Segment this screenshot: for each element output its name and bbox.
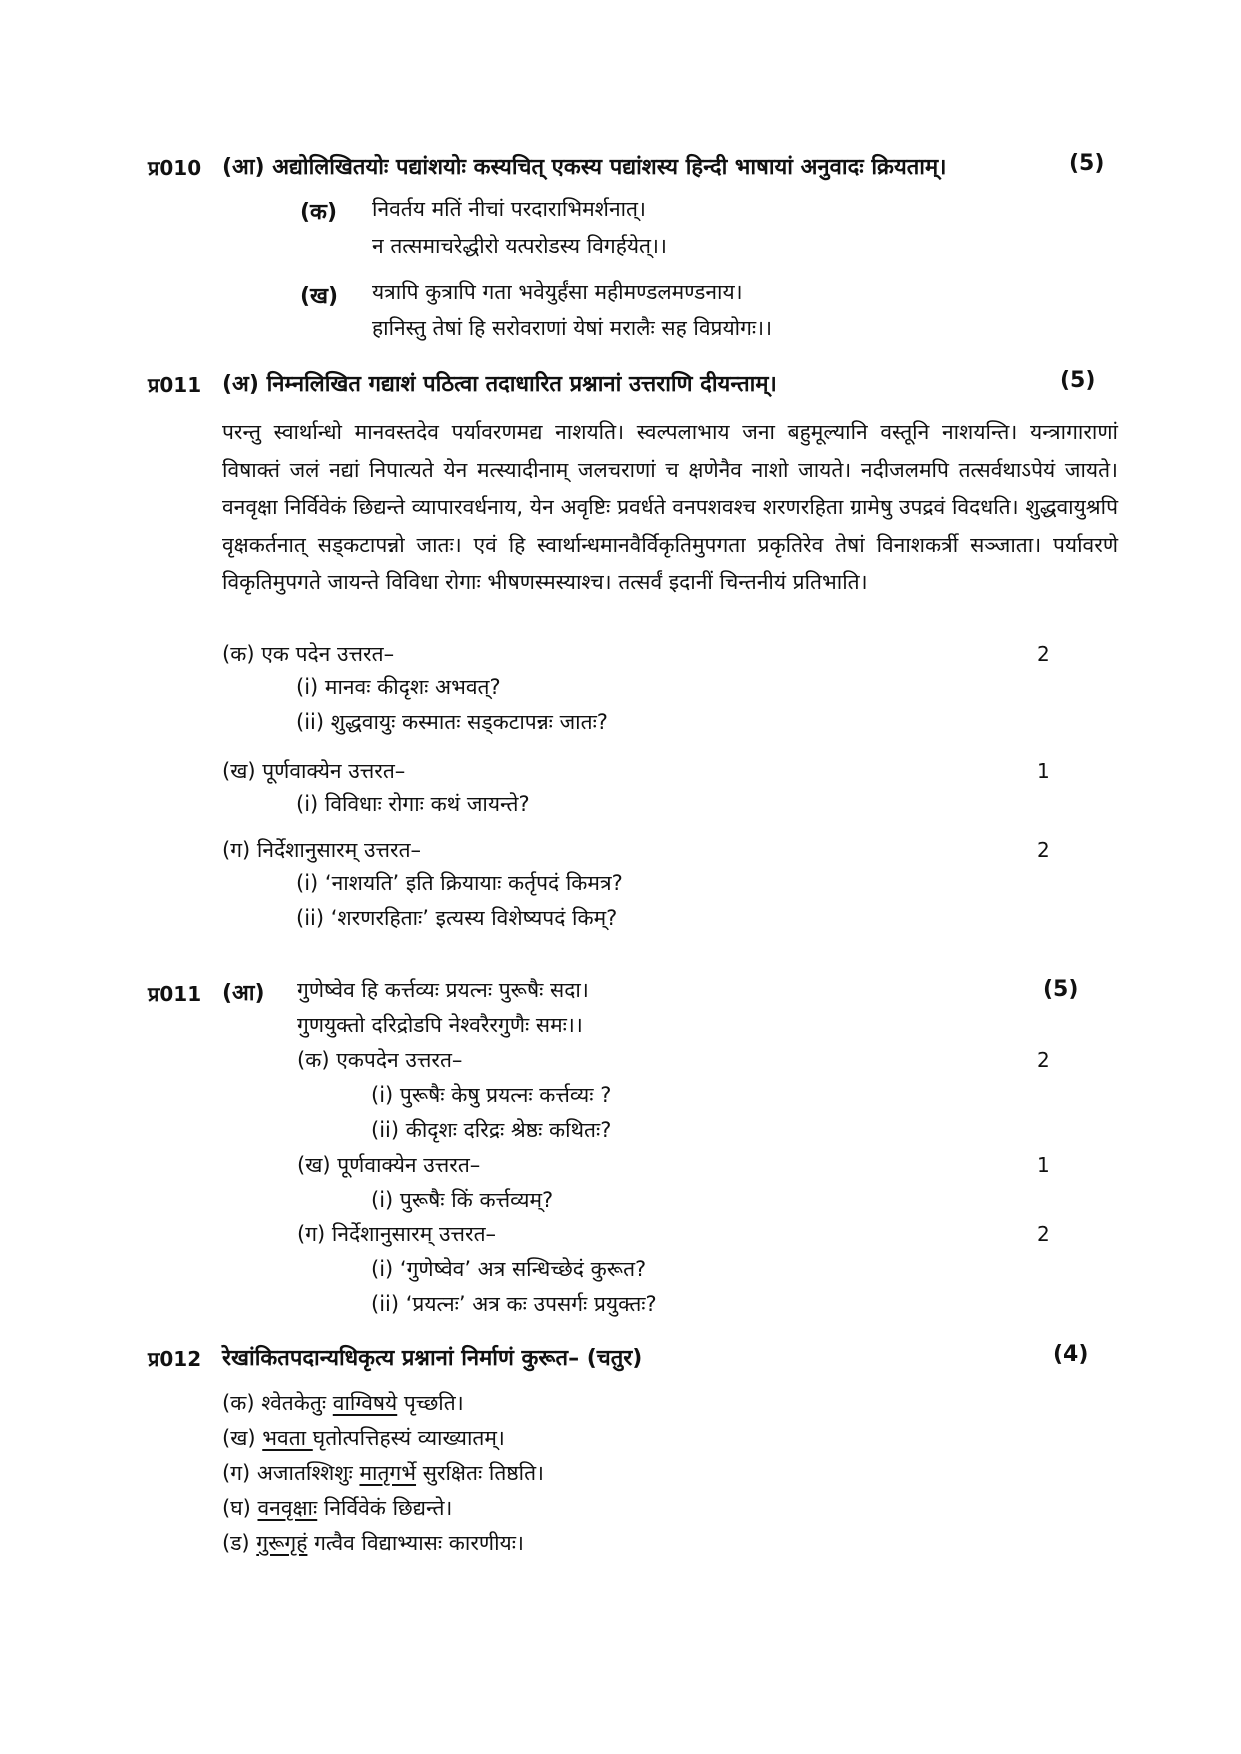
verse-line: निवर्तय मतिं नीचां परदाराभिमर्शनात्। — [372, 197, 646, 221]
subpart-marks: 2 — [1037, 838, 1050, 862]
question-heading: (आ) अद्योलिखितयोः पद्यांशयोः कस्यचित् एकस्य पद्यांशस्य हिन्दी भाषायां अनुवादः क्रियताम्। — [222, 155, 947, 180]
underlined-word: वाग्विषये — [332, 1391, 398, 1415]
question-marks: (5) — [1060, 368, 1096, 393]
subpart-title: (ग) निर्देशानुसारम् उत्तरत– — [297, 1222, 497, 1246]
verse-line: न तत्समाचरेद्धीरो यत्परोडस्य विगर्हयेत्।। — [372, 234, 667, 258]
list-item: (ख) भवता घृतोत्पत्तिहस्यं व्याख्यातम्। — [222, 1426, 505, 1450]
subpart-marks: 1 — [1037, 759, 1050, 783]
sub-question: (i) मानवः कीदृशः अभवत्? — [296, 675, 501, 699]
question-marks: (5) — [1043, 977, 1079, 1002]
underlined-word: भवता — [262, 1426, 313, 1450]
verse-label: (क) — [300, 200, 338, 225]
question-marks: (4) — [1053, 1342, 1089, 1367]
list-item: (क) श्वेतकेतुः वाग्विषये पृच्छति। — [222, 1391, 464, 1415]
list-item: (घ) वनवृक्षाः निर्विवेकं छिद्यन्ते। — [222, 1496, 453, 1520]
verse-line: हानिस्तु तेषां हि सरोवराणां येषां मरालैः सह विप्रयोगः।। — [372, 316, 773, 340]
sub-question: (i) विविधाः रोगाः कथं जायन्ते? — [296, 792, 530, 816]
verse-line: यत्रापि कुत्रापि गता भवेयुर्हंसा महीमण्डलमण्डनाय। — [372, 280, 743, 304]
subpart-title: (ग) निर्देशानुसारम् उत्तरत– — [222, 838, 422, 862]
question-number: प्र012 — [148, 1347, 202, 1371]
verse-line: गुणयुक्तो दरिद्रोडपि नेश्वरैरगुणैः समः।। — [297, 1013, 583, 1037]
verse-label: (ख) — [300, 284, 339, 309]
sub-question: (ii) कीदृशः दरिद्रः श्रेष्ठः कथितः? — [371, 1118, 612, 1142]
sub-question: (ii) ‘शरणरहिताः’ इत्यस्य विशेष्यपदं किम्? — [296, 906, 618, 930]
question-number: प्र011 — [148, 982, 202, 1006]
sub-question: (i) पुरूषैः किं कर्त्तव्यम्? — [371, 1188, 554, 1212]
underlined-word: मातृगर्भे — [359, 1461, 417, 1485]
subpart-marks: 1 — [1037, 1153, 1050, 1177]
underlined-word: गुरूगृहं — [256, 1531, 308, 1555]
verse-line: गुणेष्वेव हि कर्त्तव्यः प्रयत्नः पुरूषैः सदा। — [297, 978, 589, 1002]
list-item: (ग) अजातश्शिशुः मातृगर्भे सुरक्षितः तिष्ठति। — [222, 1461, 545, 1485]
underlined-word: वनवृक्षाः — [257, 1496, 318, 1520]
subpart-marks: 2 — [1037, 1222, 1050, 1246]
sub-question: (i) पुरूषैः केषु प्रयत्नः कर्त्तव्यः ? — [371, 1083, 612, 1107]
question-number: प्र010 — [148, 156, 202, 180]
question-label: (आ) — [222, 981, 265, 1006]
sub-question: (i) ‘गुणेष्वेव’ अत्र सन्धिच्छेदं कुरूत? — [371, 1257, 647, 1281]
list-item: (ड) गुरूगृहं गत्वैव विद्याभ्यासः कारणीयः। — [222, 1531, 524, 1555]
prose-passage: परन्तु स्वार्थान्धो मानवस्तदेव पर्यावरणमद्य नाशयति। स्वल्पलाभाय जना बहुमूल्यानि वस्तूनि नाशयन्ति। यन्त्रागाराणां विषाक्तं जलं नद्यां निपात्यते येन मत्स्यादीनाम् जलचराणां च क्षणेनैव नाशो जायते। नदीजलमपि तत्सर्वथाऽपेयं जायते। वनवृक्षा निर्विवेकं छिद्यन्ते व्यापारवर्धनाय, येन अवृष्टिः प्रवर्धते वनपशवश्च शरणरहिता ग्रामेषु उपद्रवं विदधति। शुद्धवायुश्रपि वृक्षकर्तनात् सड्कटापन्नो जातः। एवं हि स्वार्थान्धमानवैर्विकृतिमुपगता प्रकृतिरेव तेषां विनाशकर्त्री सञ्जाता। पर्यावरणे विकृतिमुपगते जायन्ते विविधा रोगाः भीषणस्मस्याश्च। तत्सर्वं इदानीं चिन्तनीयं प्रतिभाति। — [222, 420, 1118, 594]
question-number: प्र011 — [148, 373, 202, 397]
sub-question: (ii) शुद्धवायुः कस्मातः सड्कटापन्नः जातः? — [296, 710, 608, 734]
subpart-title: (ख) पूर्णवाक्येन उत्तरत– — [222, 759, 406, 783]
subpart-title: (क) एक पदेन उत्तरत– — [222, 642, 395, 666]
sub-question: (ii) ‘प्रयत्नः’ अत्र कः उपसर्गः प्रयुक्तः? — [371, 1292, 657, 1316]
subpart-title: (ख) पूर्णवाक्येन उत्तरत– — [297, 1153, 481, 1177]
subpart-marks: 2 — [1037, 1048, 1050, 1072]
question-marks: (5) — [1069, 151, 1105, 176]
question-heading: रेखांकितपदान्यधिकृत्य प्रश्नानां निर्माणं कुरूत– (चतुर) — [222, 1346, 643, 1371]
question-heading: (अ) निम्नलिखित गद्याशं पठित्वा तदाधारित प्रश्नानां उत्तराणि दीयन्ताम्। — [222, 372, 777, 397]
subpart-marks: 2 — [1037, 642, 1050, 666]
subpart-title: (क) एकपदेन उत्तरत– — [297, 1048, 463, 1072]
sub-question: (i) ‘नाशयति’ इति क्रियायाः कर्तृपदं किमत्र? — [296, 871, 623, 895]
